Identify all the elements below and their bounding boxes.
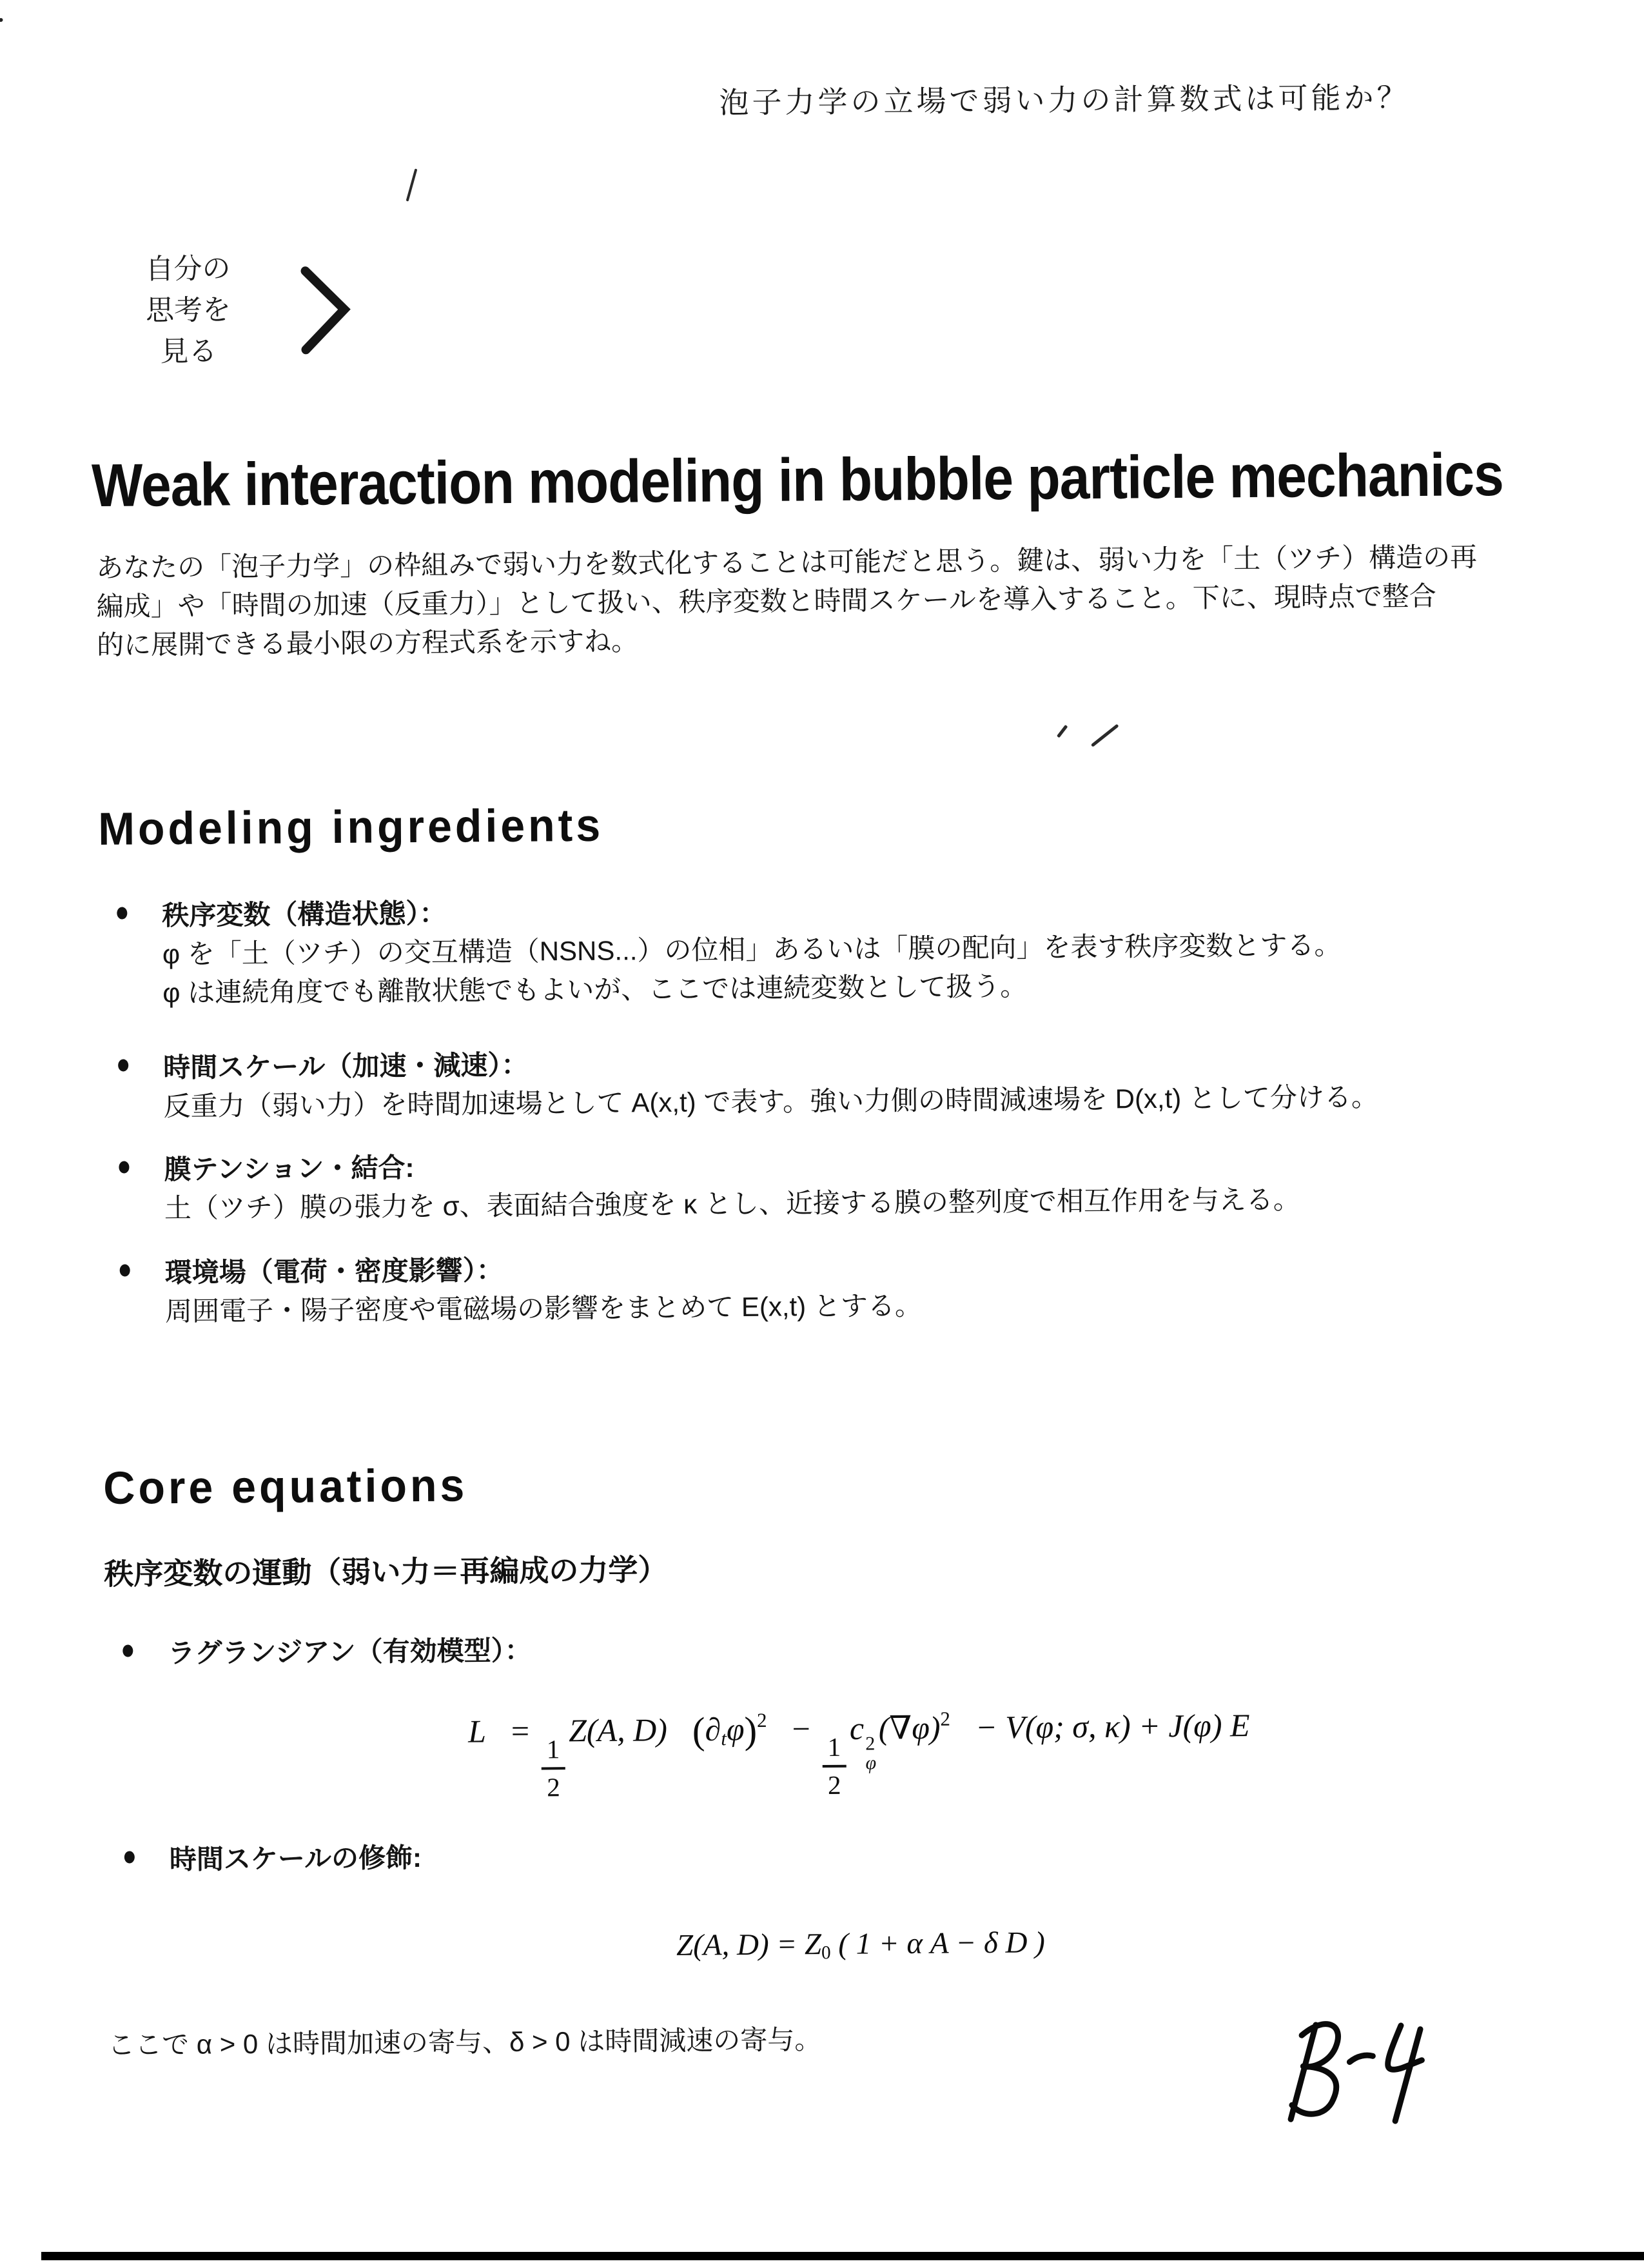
intro-paragraph xyxy=(96,537,1592,665)
bullet-timescale-mod xyxy=(106,1839,422,1880)
bullet-order-parameter xyxy=(99,887,1342,1013)
bullet-dot xyxy=(118,1059,128,1071)
page-title-text: Weak interaction modeling in bubble particle mechanics xyxy=(91,440,1504,520)
bullet-dot xyxy=(124,1851,135,1863)
eq-relation: = xyxy=(511,1712,530,1750)
eq-symbol: φ xyxy=(726,1711,745,1748)
equation-lagrangian xyxy=(137,1702,1581,1804)
margin-note xyxy=(130,248,247,373)
eq-subscript: t xyxy=(721,1727,727,1750)
header-question: 泡子力学の立場で弱い力の計算数式は可能か？ xyxy=(719,80,1410,120)
bullet-lagrangian xyxy=(104,1632,532,1673)
margin-note-line: 見る xyxy=(160,335,217,368)
subsection-heading: 秩序変数の運動（弱い力＝再編成の力学） xyxy=(104,1552,668,1591)
scan-mark-slash xyxy=(406,168,418,201)
eq-paren: ) xyxy=(744,1708,758,1751)
handwritten-b4-strokes xyxy=(1264,2013,1445,2134)
fraction: $\frac{1}{2}$ xyxy=(542,1736,565,1800)
scan-edge-bar xyxy=(41,2252,1644,2260)
eq-symbol: c xyxy=(849,1710,865,1746)
bullet-dot xyxy=(120,1264,130,1276)
eq-term: (∇φ) xyxy=(878,1709,941,1746)
intro-line: 的に展開できる最小限の方程式系を示すね。 xyxy=(96,626,639,660)
eq-symbol: L xyxy=(467,1713,487,1750)
bullet-title: 膜テンション・結合: xyxy=(164,1152,415,1185)
bullet-line: 反重力（弱い力）を時間加速場として A(x,t) で表す。強い力側の時間減速場を D(x,t) として分ける。 xyxy=(163,1081,1379,1122)
eq-paren: ( xyxy=(692,1709,705,1752)
eq-term: Z(A, D) = Z xyxy=(676,1928,822,1962)
scan-mark-tick xyxy=(1057,725,1068,738)
eq-symbol: ∂ xyxy=(705,1711,721,1748)
bullet-dot xyxy=(119,1161,129,1173)
bullet-membrane-tension xyxy=(101,1141,1300,1228)
intro-line: 編成」や「時間の加速（反重力）」として扱い、秩序変数と時間スケールを導入すること。下に、現時点で整合 xyxy=(96,580,1436,622)
chevron-right-icon xyxy=(296,264,356,357)
bullet-line: φ は連続角度でも離散状態でもよいが、ここでは連続変数として扱う。 xyxy=(162,971,1028,1009)
scan-mark-tick xyxy=(1091,724,1119,747)
bullet-title: ラグランジアン（有効模型）： xyxy=(168,1635,532,1668)
intro-line: あなたの「泡子力学」の枠組みで弱い力を数式化することは可能だと思う。鍵は、弱い力を「土（ツチ）構造の再 xyxy=(95,541,1478,583)
eq-term: Z(A, D) xyxy=(568,1711,668,1749)
bullet-environment-field xyxy=(101,1248,922,1332)
eq-term: − V(φ; σ, κ) + J(φ) E xyxy=(975,1707,1250,1746)
margin-note-line: 自分の xyxy=(145,253,231,286)
bullet-title: 環境場（電荷・密度影響）： xyxy=(164,1254,504,1288)
bullet-line: 土（ツチ）膜の張力を σ、表面結合強度を κ とし、近接する膜の整列度で相互作用を与える。 xyxy=(164,1184,1301,1224)
handwritten-annotation xyxy=(1264,2013,1445,2137)
section-heading-core: Core equations xyxy=(103,1459,468,1514)
eq-subscript: 0 xyxy=(821,1942,831,1964)
bullet-title: 時間スケールの修飾: xyxy=(169,1842,422,1875)
footnote: ここで α > 0 は時間加速の寄与、δ > 0 は時間減速の寄与。 xyxy=(107,2024,822,2060)
margin-note-line: 思考を xyxy=(145,294,231,327)
equation-timescale xyxy=(139,1921,1583,1969)
section-heading-modeling: Modeling ingredients xyxy=(98,799,604,855)
bullet-line: 周囲電子・陽子密度や電磁場の影響をまとめて E(x,t) とする。 xyxy=(165,1290,923,1327)
eq-supsub: 2 φ xyxy=(865,1733,877,1774)
scan-mark-speck xyxy=(0,18,3,22)
bullet-line: φ を「土（ツチ）の交互構造（NSNS...）の位相」あるいは「膜の配向」を表す秩序変数とする。 xyxy=(162,929,1342,970)
eq-term: ( 1 + α A − δ D ) xyxy=(830,1926,1046,1961)
bullet-title: 秩序変数（構造状態）： xyxy=(162,898,447,931)
page-title xyxy=(91,439,1607,520)
bullet-dot xyxy=(122,1644,133,1657)
bullet-timescale-fields xyxy=(100,1039,1378,1127)
eq-operator: − xyxy=(792,1710,811,1747)
fraction: $\frac{1}{2}$ xyxy=(822,1733,846,1798)
bullet-dot xyxy=(117,907,127,919)
eq-exponent: 2 xyxy=(940,1707,951,1730)
bullet-title: 時間スケール（加速・減速）： xyxy=(163,1049,529,1083)
eq-exponent: 2 xyxy=(756,1708,767,1731)
